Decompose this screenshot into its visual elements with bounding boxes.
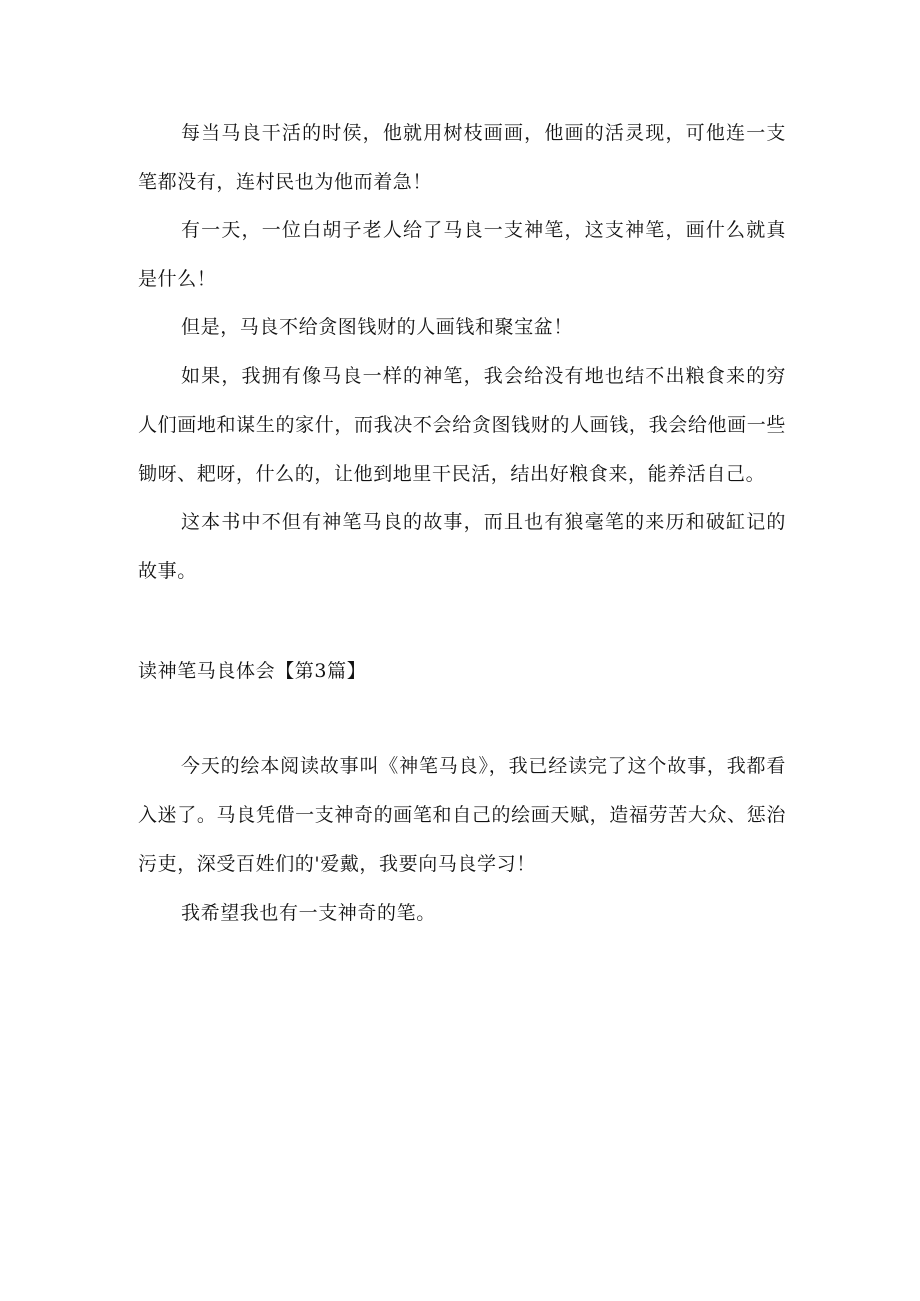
- body-paragraph-5: 这本书中不但有神笔马良的故事，而且也有狼毫笔的来历和破缸记的故事。: [138, 511, 786, 582]
- body-paragraph-6: 今天的绘本阅读故事叫《神笔马良》，我已经读完了这个故事，我都看入迷了。马良凭借一支神奇的画笔和自己的绘画天赋，造福劳苦大众、惩治污吏，深受百姓们的'爱戴，我要向马良学习！: [138, 755, 786, 875]
- body-paragraph-1: 每当马良干活的时侯，他就用树枝画画，他画的活灵现，可他连一支笔都没有，连村民也为他而着急！: [138, 122, 786, 193]
- body-paragraph-7: 我希望我也有一支神奇的笔。: [181, 902, 436, 924]
- body-paragraph-2: 有一天，一位白胡子老人给了马良一支神笔，这支神笔，画什么就真是什么！: [138, 219, 786, 290]
- section-heading: 读神笔马良体会【第3篇】: [138, 660, 367, 682]
- body-paragraph-4: 如果，我拥有像马良一样的神笔，我会给没有地也结不出粮食来的穷人们画地和谋生的家什，而我决不会给贪图钱财的人画钱，我会给他画一些锄呀、耙呀，什么的，让他到地里干民活，结出好粮食来，能养活自己。: [138, 365, 786, 485]
- body-paragraph-3: 但是，马良不给贪图钱财的人画钱和聚宝盆！: [181, 316, 574, 338]
